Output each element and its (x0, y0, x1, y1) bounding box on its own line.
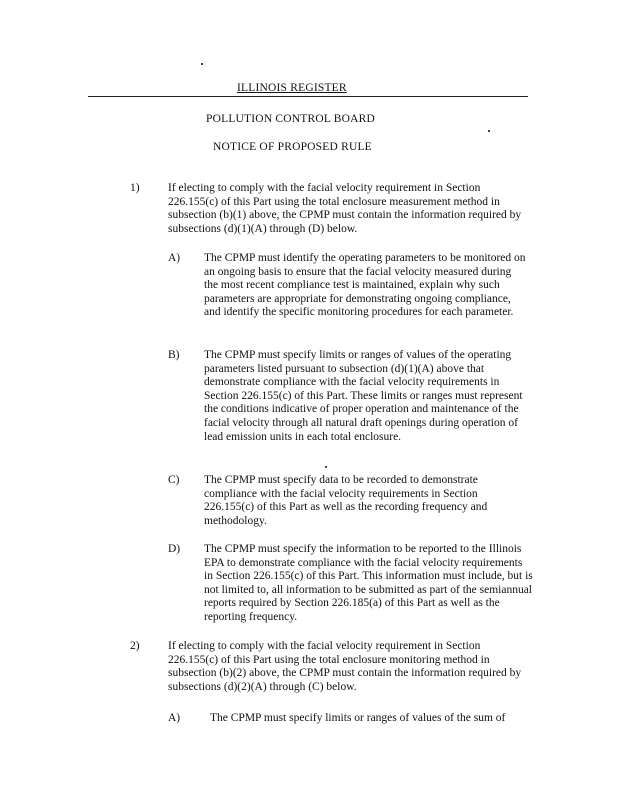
item-number: 1) (130, 182, 140, 194)
notice-title: NOTICE OF PROPOSED RULE (213, 141, 372, 153)
sub-item-label: A) (168, 252, 181, 264)
sub-item-text: The CPMP must specify limits or ranges of values of the operating parameters listed pursuant to subsection (d)(1)(A) above that demonstrate compliance with the facial velocity requirements in Section 226.155(c) of this Part. These limits or ranges must represent the conditions indicative of proper operation and maintenance of the facial velocity through all natural draft openings during operation of lead emission units in each total enclosure. (204, 349, 523, 443)
register-title: ILLINOIS REGISTER (237, 82, 347, 94)
sub-item-text: The CPMP must specify limits or ranges of values of the sum of (210, 712, 506, 724)
sub-item-text: The CPMP must identify the operating parameters to be monitored on an ongoing basis to ensure that the facial velocity measured during the most recent compliance test is maintained, explain why such parameters are appropriate for demonstrating ongoing compliance, and identify the specific monitoring procedures for each parameter. (204, 252, 526, 319)
sub-item-label: B) (168, 349, 180, 361)
board-title: POLLUTION CONTROL BOARD (206, 113, 376, 125)
sub-item-label: A) (168, 712, 181, 724)
sub-item-label: D) (168, 543, 181, 555)
scan-speck (201, 63, 203, 65)
item-text: If electing to comply with the facial velocity requirement in Section 226.155(c) of this Part using the total enclosure measurement method in subsection (b)(1) above, the CPMP must contain the information required by subsections (d)(1)(A) through (D) below. (168, 182, 522, 235)
header-rule (88, 96, 528, 97)
item-number: 2) (130, 640, 140, 652)
item-text: If electing to comply with the facial velocity requirement in Section 226.155(c) of this Part using the total enclosure monitoring method in subsection (b)(2) above, the CPMP must contain the information required by subsections (d)(2)(A) through (C) below. (168, 640, 522, 693)
sub-item-text: The CPMP must specify data to be recorded to demonstrate compliance with the facial velocity requirements in Section 226.155(c) of this Part as well as the recording frequency and methodology. (204, 474, 488, 527)
scan-speck (325, 466, 327, 468)
sub-item-label: C) (168, 474, 180, 486)
sub-item-text: The CPMP must specify the information to be reported to the Illinois EPA to demonstrate compliance with the facial velocity requirements in Section 226.155(c) of this Part. This information must include, but is not limited to, all information to be submitted as part of the semiannual reports required by Section 226.185(a) of this Part as well as the reporting frequency. (204, 543, 533, 623)
scan-speck (488, 130, 490, 132)
